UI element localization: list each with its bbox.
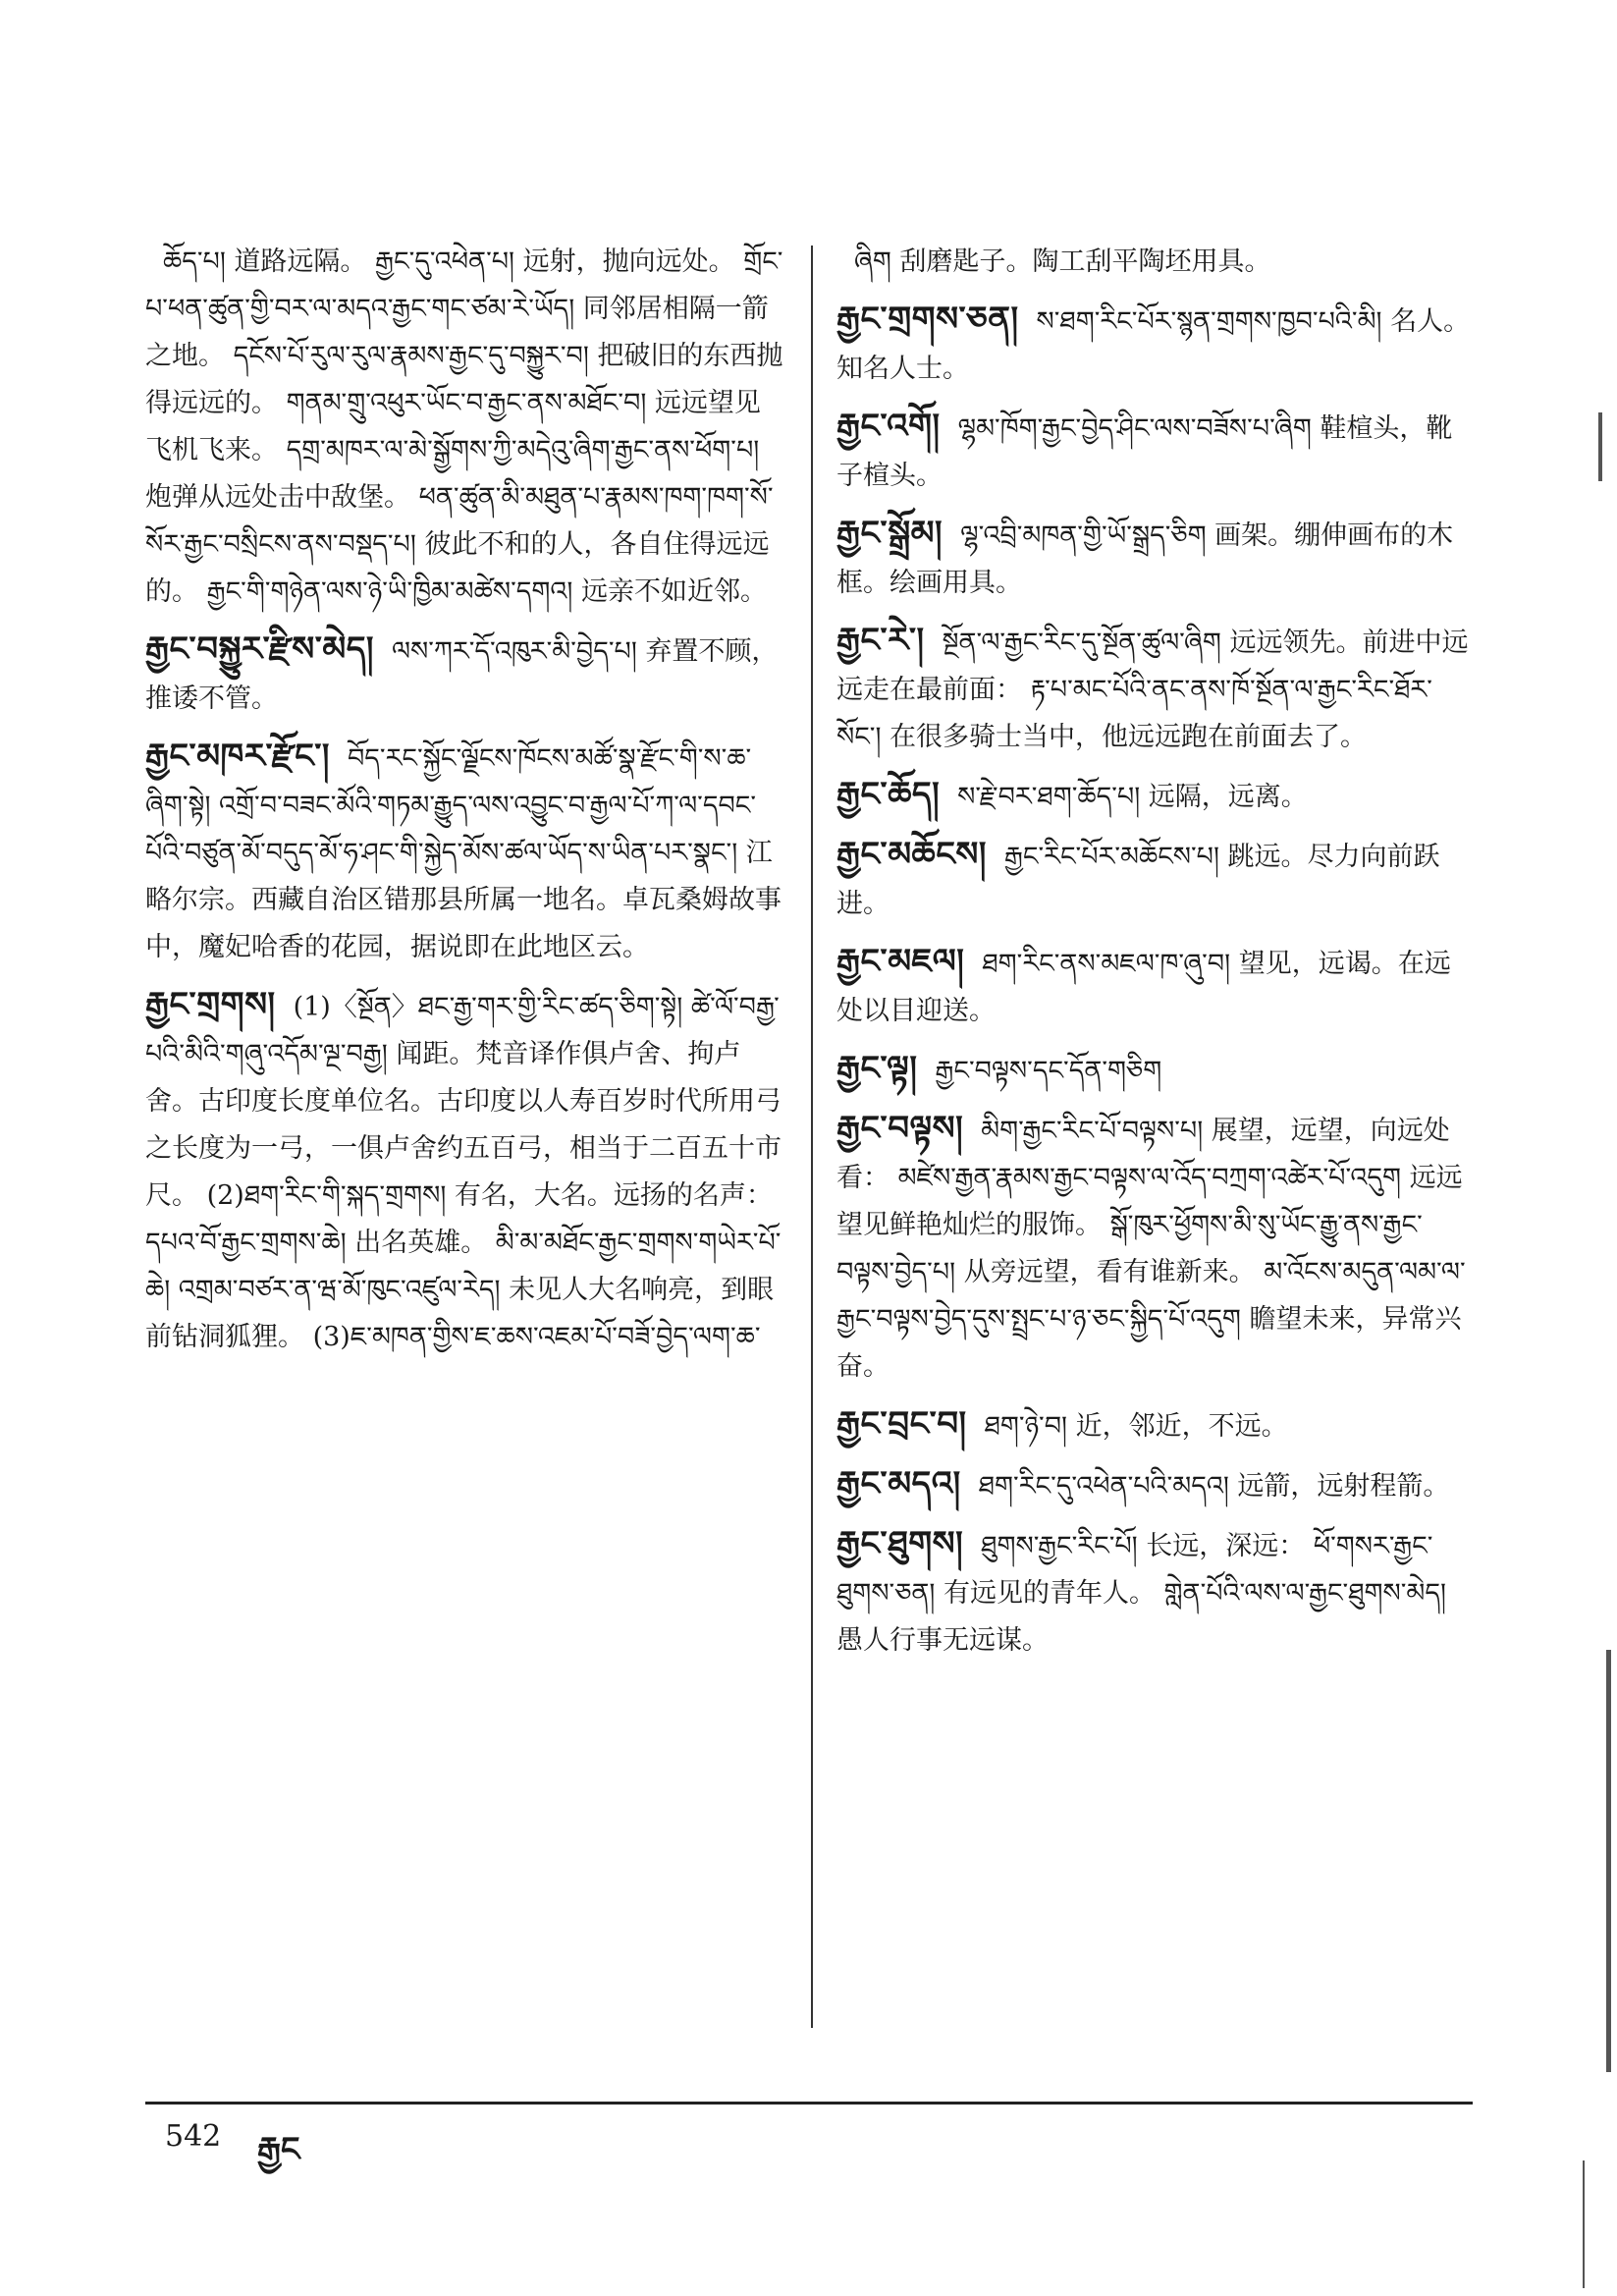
entry-definition: ལྷམ་ཁོག་རྒྱང་བྱེད་ཤིང་ལས་བཟོས་པ་ཞིག 鞋楦头，靴子楦头。 (836, 413, 1453, 491)
entry-definition: ཐག་ཉེ་བ། 近，邻近，不远。 (984, 1411, 1288, 1442)
page-number: 542 (165, 2119, 222, 2154)
entry-definition: ཐག་རིང་དུ་འཕེན་པའི་མདའ། 远箭，远射程箭。 (978, 1471, 1450, 1502)
entry-headword: རྒྱང་འགོ། (836, 407, 941, 446)
dictionary-entry (836, 771, 1475, 821)
entry-definition: ལྷ་འབྲི་མཁན་གྱི་ཡོ་སྒྲད་ཅིག 画架。绷伸画布的木框。绘画用具。 (836, 520, 1454, 598)
entry-headword: རྒྱང་བལྟས། (836, 1109, 964, 1148)
dictionary-entry (836, 938, 1475, 1035)
dictionary-entry (145, 733, 783, 971)
right-column (836, 236, 1475, 1674)
entry-headword: རྒྱང་གྲགས་ཅན། (836, 300, 1019, 339)
entry-definition: (1)〈སྔོན〉ཐང་རྒྱ་གར་གྱི་རིང་ཚད་ཅིག་སྟེ། ཚེ་ལོ་བརྒྱ་པའི་མིའི་གཞུ་འདོམ་ལྔ་བརྒྱ། 闻距。梵音译作俱卢舍、拘卢舍。古印度长度单位名。古印度以人寿百岁时代所用弓之长度为一弓，一俱卢舍约五百弓，相当于二百五十市尺。 (2)ཐག་རིང་གི་སྐད་གྲགས། 有名，大名。远扬的名声： དཔའ་བོ་རྒྱང་གྲགས་ཆེ། 出名英雄。 མི་མ་མཐོང་རྒྱང་གྲགས་གཡེར་པོ་ཆེ། འགྲམ་བཙར་ན་ཝ་མོ་ཁུང་འཛུལ་རེད། 未见人大名响亮，到眼前钻洞狐狸。 (3)ཇ་མཁན་གྱིས་ཇ་ཆས་འཇམ་པོ་བཟོ་བྱེད་ལག་ཆ་ (145, 992, 782, 1352)
entry-headword: རྒྱང་མཁར་རྫོང་། (145, 737, 330, 776)
entry-headword: རྒྱང་ཐུགས། (836, 1524, 964, 1563)
entry-definition: སྔོན་ལ་རྒྱང་རིང་དུ་སྔོན་ཚུལ་ཞིག 远远领先。前进中远远走在最前面： རྟ་པ་མང་པོའི་ནང་ནས་ཁོ་སྔོན་ལ་རྒྱང་རིང་ཐོར་སོང་། 在很多骑士当中，他远远跑在前面去了。 (836, 628, 1469, 752)
dictionary-entry (836, 403, 1475, 500)
dictionary-entry (836, 1105, 1475, 1391)
entry-headword: རྒྱང་བསྐྱུར་རྫིས་མེད། (145, 629, 374, 669)
entry-headword: རྒྱང་མཆོངས། (836, 835, 987, 874)
entry-definition: རྒྱང་རིང་པོར་མཆོངས་པ། 跳远。尽力向前跃进。 (836, 842, 1440, 919)
footer-rule (145, 2102, 1473, 2105)
dictionary-entry (145, 626, 783, 723)
entry-headword: རྒྱང་ཆོད། (836, 775, 941, 814)
entry-definition: ཆོད་པ། 道路远隔。 རྒྱང་དུ་འཕེན་པ། 远射，抛向远处。 གྲོང་པ་ཕན་ཚུན་གྱི་བར་ལ་མདའ་རྒྱང་གང་ཙམ་རེ་ཡོད། 同邻居相隔一箭之地。 དངོས་པོ་རུལ་རུལ་རྣམས་རྒྱང་དུ་བསྐྱུར་བ། 把破旧的东西抛得远远的。 གནམ་གྲུ་འཕུར་ཡོང་བ་རྒྱང་ནས་མཐོང་བ། 远远望见飞机飞来。 དགྲ་མཁར་ལ་མེ་སྒྱོགས་ཀྱི་མདེའུ་ཞིག་རྒྱང་ནས་ཕོག་པ། 炮弹从远处击中敌堡。 ཕན་ཚུན་མི་མཐུན་པ་རྣམས་ཁག་ཁག་སོ་སོར་རྒྱང་བསྲིངས་ནས་བསྡད་པ། 彼此不和的人，各自住得远远的。 རྒྱང་གི་གཉེན་ལས་ཉེ་ཡི་ཁྱིམ་མཚེས་དགའ། 远亲不如近邻。 (145, 246, 783, 607)
dictionary-entry (836, 236, 1475, 286)
dictionary-entry (836, 1400, 1475, 1450)
entry-headword: རྒྱང་བྲང་བ། (836, 1404, 967, 1444)
entry-definition: ས་རྗེ་བར་ཐག་ཆོད་པ། 远隔，远离。 (957, 782, 1308, 812)
entry-headword: རྒྱང་ལྟ། (836, 1049, 918, 1088)
scan-edge-mark (1583, 2160, 1585, 2288)
dictionary-entry (836, 831, 1475, 928)
dictionary-entry (836, 296, 1475, 393)
entry-headword: རྒྱང་མཇལ། (836, 942, 965, 981)
entry-definition: ས་ཐག་རིང་པོར་སྙན་གྲགས་ཁྱབ་པའི་མི། 名人。知名人士。 (836, 306, 1471, 384)
scan-edge-mark (1606, 1650, 1611, 2072)
entry-headword: རྒྱང་སྒྲོམ། (836, 514, 943, 553)
scan-edge-mark (1598, 412, 1602, 481)
entry-headword: རྒྱང་རེ་། (836, 621, 925, 660)
entry-definition: ཐག་རིང་ནས་མཇལ་ཁ་ཞུ་བ། 望见，远谒。在远处以目迎送。 (836, 949, 1451, 1026)
entry-headword: རྒྱང་མདའ། (836, 1464, 961, 1503)
left-column (145, 236, 783, 1371)
dictionary-entry (836, 617, 1475, 761)
dictionary-entry (836, 510, 1475, 607)
entry-definition: བོད་རང་སྐྱོང་ལྗོངས་ཁོངས་མཚོ་སྣ་རྫོང་གི་ས་ཆ་ཞིག་སྟེ། འགྲོ་བ་བཟང་མོའི་གཏམ་རྒྱུད་ལས་འབྱུང་བ་རྒྱལ་པོ་ཀ་ལ་དབང་པོའི་བཙུན་མོ་བདུད་མོ་ཧ་ཤང་གི་སྐྱེད་མོས་ཚལ་ཡོད་ས་ཡིན་པར་སྣང་། 江略尔宗。西藏自治区错那县所属一地名。卓瓦桑姆故事中，魔妃哈香的花园，据说即在此地区云。 (145, 743, 782, 962)
entry-definition: མིག་རྒྱང་རིང་པོ་བལྟས་པ། 展望，远望，向远处看： མཛེས་རྒྱན་རྣམས་རྒྱང་བལྟས་ལ་འོད་བཀྲག་འཚེར་པོ་འདུག 远远望见鲜艳灿烂的服饰。 སྒོ་ཁུར་ཕྱོགས་མི་སུ་ཡོང་རྒྱུ་ནས་རྒྱང་བལྟས་བྱེད་པ། 从旁远望，看有谁新来。 མ་འོངས་མདུན་ལམ་ལ་རྒྱང་བལྟས་བྱེད་དུས་སྤྲང་པ་ཉ་ཅང་སྐྱིད་པོ་འདུག 瞻望未来，异常兴奋。 (836, 1116, 1466, 1382)
entry-definition: ཞིག 刮磨匙子。陶工刮平陶坯用具。 (854, 246, 1271, 277)
entry-definition: ཐུགས་རྒྱང་རིང་པོ། 长远，深远： ཕོ་གསར་རྒྱང་ཐུགས་ཅན། 有远见的青年人。 གླེན་པོའི་ལས་ལ་རྒྱང་ཐུགས་མེད། 愚人行事无远谋。 (836, 1531, 1446, 1656)
entry-definition: ལས་ཀར་དོ་འཁུར་མི་བྱེད་པ། 弃置不顾，推诿不管。 (145, 636, 779, 714)
column-divider (811, 246, 813, 2028)
entry-headword: རྒྱང་གྲགས། (145, 985, 276, 1024)
dictionary-entry (145, 981, 783, 1361)
dictionary-entry (836, 1520, 1475, 1665)
running-head: རྒྱང (257, 2130, 300, 2169)
entry-definition: རྒྱང་བལྟས་དང་དོན་གཅིག (935, 1056, 1162, 1086)
dictionary-entry (145, 236, 783, 616)
dictionary-entry (836, 1045, 1475, 1095)
dictionary-entry (836, 1460, 1475, 1510)
